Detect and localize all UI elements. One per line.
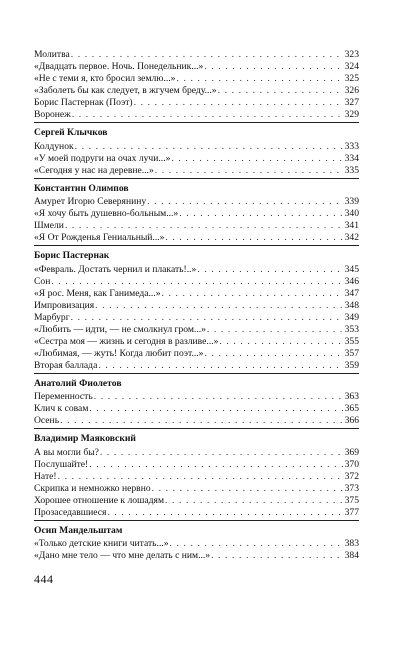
toc-entry <box>34 264 359 276</box>
entry-page-number: 366 <box>344 415 359 427</box>
entry-page-number: 329 <box>344 109 359 121</box>
toc-entry <box>34 391 359 403</box>
entry-title: Воронеж <box>34 109 71 121</box>
entry-page-number: 359 <box>344 359 359 371</box>
entry-title: Борис Пастернак (Поэт) <box>34 97 133 109</box>
entry-title: Марбург <box>34 311 70 323</box>
dot-leader <box>179 208 343 220</box>
entry-page-number: 365 <box>344 403 359 415</box>
entry-page-number: 345 <box>344 263 359 275</box>
entry-title: Переменность <box>34 391 93 403</box>
entry-title: «У моей подруги на очах лучи...» <box>34 152 171 164</box>
dot-leader <box>204 61 343 73</box>
dot-leader <box>171 153 343 165</box>
author-heading: Сергей Клычков <box>34 127 108 139</box>
toc-entry <box>34 550 359 562</box>
author-heading: Константин Олимпов <box>34 182 129 194</box>
dot-leader <box>72 109 344 121</box>
toc-entry <box>34 538 359 550</box>
entry-page-number: 324 <box>344 61 359 73</box>
entry-page-number: 384 <box>344 550 359 562</box>
dot-leader <box>197 264 343 276</box>
author-heading: Борис Пастернак <box>34 250 110 262</box>
entry-title: Молитва <box>34 49 70 60</box>
entry-page-number: 327 <box>344 97 359 109</box>
dot-leader <box>65 220 344 232</box>
entry-page-number: 339 <box>344 196 359 208</box>
dot-leader <box>207 324 344 336</box>
toc-section <box>34 178 359 244</box>
entry-title: «Февраль. Достать чернил и плакать!..» <box>34 263 197 275</box>
entry-title: Нате! <box>34 470 57 482</box>
dot-leader <box>75 141 344 153</box>
dot-leader <box>89 459 343 471</box>
dot-leader <box>218 85 344 97</box>
entry-page-number: 349 <box>344 311 359 323</box>
entry-page-number: 334 <box>344 152 359 164</box>
toc-entry <box>34 276 359 288</box>
dot-leader <box>170 538 344 550</box>
toc-entry <box>34 300 359 312</box>
entry-title: Осень <box>34 415 60 427</box>
dot-leader <box>107 507 343 519</box>
entry-title: «Только детские книги читать...» <box>34 538 169 550</box>
dot-leader <box>176 73 343 85</box>
entry-title: Шмели <box>34 220 64 232</box>
entry-page-number: 372 <box>344 470 359 482</box>
entry-title: Послушайте! <box>34 458 89 470</box>
toc-entry <box>34 141 359 153</box>
toc-section <box>34 245 359 372</box>
entry-title: «Любимая, — жуть! Когда любит поэт...» <box>34 347 204 359</box>
toc-entry <box>34 220 359 232</box>
entry-page-number: 369 <box>344 446 359 458</box>
author-heading: Владимир Маяковский <box>34 433 136 445</box>
dot-leader <box>94 391 344 403</box>
author-heading: Осип Мандельштам <box>34 524 123 536</box>
entry-title: Прозаседавшиеся <box>34 506 107 518</box>
toc-entry <box>34 360 359 372</box>
dot-leader <box>211 550 344 562</box>
toc-entry <box>34 507 359 519</box>
toc-entry <box>34 165 359 177</box>
toc-entry <box>34 196 359 208</box>
table-of-contents <box>34 49 359 562</box>
toc-entry <box>34 336 359 348</box>
entry-page-number: 346 <box>344 275 359 287</box>
entry-title: «Любить — идти, — не смолкнул гром...» <box>34 323 206 335</box>
entry-page-number: 370 <box>344 458 359 470</box>
entry-title: Импровизация <box>34 299 95 311</box>
toc-entry <box>34 109 359 121</box>
toc-section <box>34 373 359 427</box>
dot-leader <box>204 348 343 360</box>
entry-title: Колдунок <box>34 140 74 152</box>
entry-page-number: 326 <box>344 85 359 97</box>
dot-leader <box>71 49 344 61</box>
toc-entry <box>34 447 359 459</box>
entry-title: «Сегодня у нас на деревне...» <box>34 164 154 176</box>
entry-title: «Заболеть бы как следует, в жгучем бреду...» <box>34 85 217 97</box>
dot-leader <box>219 336 343 348</box>
dot-leader <box>152 483 344 495</box>
toc-entry <box>34 232 359 244</box>
toc-section <box>34 428 359 519</box>
toc-entry <box>34 97 359 109</box>
toc-entry <box>34 403 359 415</box>
entry-title: «Дано мне тело — что мне делать с ним...» <box>34 550 211 562</box>
entry-title: Вторая баллада <box>34 359 98 371</box>
entry-page-number: 325 <box>344 73 359 85</box>
toc-section <box>34 520 359 562</box>
entry-page-number: 353 <box>344 323 359 335</box>
dot-leader <box>165 232 343 244</box>
toc-entry <box>34 483 359 495</box>
entry-title: «Сестра моя — жизнь и сегодня в разливе...» <box>34 335 219 347</box>
entry-page-number: 373 <box>344 482 359 494</box>
entry-title: «Двадцать первое. Ночь. Понедельник...» <box>34 61 204 73</box>
toc-entry <box>34 324 359 336</box>
toc-entry <box>34 49 359 61</box>
toc-entry <box>34 288 359 300</box>
entry-page-number: 357 <box>344 347 359 359</box>
toc-entry <box>34 73 359 85</box>
dot-leader <box>162 288 344 300</box>
author-heading: Анатолий Фиолетов <box>34 377 122 389</box>
dot-leader <box>95 300 343 312</box>
entry-page-number: 323 <box>344 49 359 60</box>
toc-entry <box>34 61 359 73</box>
entry-title: «Не с теми я, кто бросил землю...» <box>34 73 176 85</box>
entry-page-number: 363 <box>344 391 359 403</box>
toc-entry <box>34 153 359 165</box>
entry-title: Клич к совам <box>34 403 89 415</box>
toc-entry <box>34 312 359 324</box>
toc-entry <box>34 85 359 97</box>
entry-title: «Я хочу быть душевно-больным...» <box>34 208 179 220</box>
entry-page-number: 341 <box>344 220 359 232</box>
toc-entry <box>34 415 359 427</box>
dot-leader <box>100 447 344 459</box>
entry-title: Хорошее отношение к лошадям <box>34 494 165 506</box>
dot-leader <box>58 471 344 483</box>
entry-title: А вы могли бы? <box>34 446 99 458</box>
page-number: 444 <box>34 572 54 586</box>
entry-page-number: 335 <box>344 164 359 176</box>
entry-page-number: 383 <box>344 538 359 550</box>
dot-leader <box>134 97 344 109</box>
entry-title: «Я рос. Меня, как Ганимеда...» <box>34 287 161 299</box>
entry-title: Амурет Игорю Северянину <box>34 196 147 208</box>
dot-leader <box>60 415 344 427</box>
entry-page-number: 342 <box>344 232 359 244</box>
toc-entry <box>34 495 359 507</box>
toc-section <box>34 49 359 121</box>
entry-page-number: 340 <box>344 208 359 220</box>
toc-entry <box>34 471 359 483</box>
toc-entry <box>34 459 359 471</box>
entry-page-number: 347 <box>344 287 359 299</box>
entry-page-number: 333 <box>344 140 359 152</box>
entry-page-number: 348 <box>344 299 359 311</box>
dot-leader <box>98 360 343 372</box>
dot-leader <box>165 495 344 507</box>
entry-title: «Я От Рожденья Гениальный...» <box>34 232 165 244</box>
entry-title: Сон <box>34 275 51 287</box>
toc-section <box>34 122 359 176</box>
toc-entry <box>34 348 359 360</box>
entry-page-number: 377 <box>344 506 359 518</box>
dot-leader <box>89 403 343 415</box>
entry-page-number: 355 <box>344 335 359 347</box>
entry-title: Скрипка и немножко нервно <box>34 482 151 494</box>
dot-leader <box>147 196 343 208</box>
toc-entry <box>34 208 359 220</box>
dot-leader <box>51 276 343 288</box>
dot-leader <box>155 165 344 177</box>
entry-page-number: 375 <box>344 494 359 506</box>
dot-leader <box>71 312 344 324</box>
